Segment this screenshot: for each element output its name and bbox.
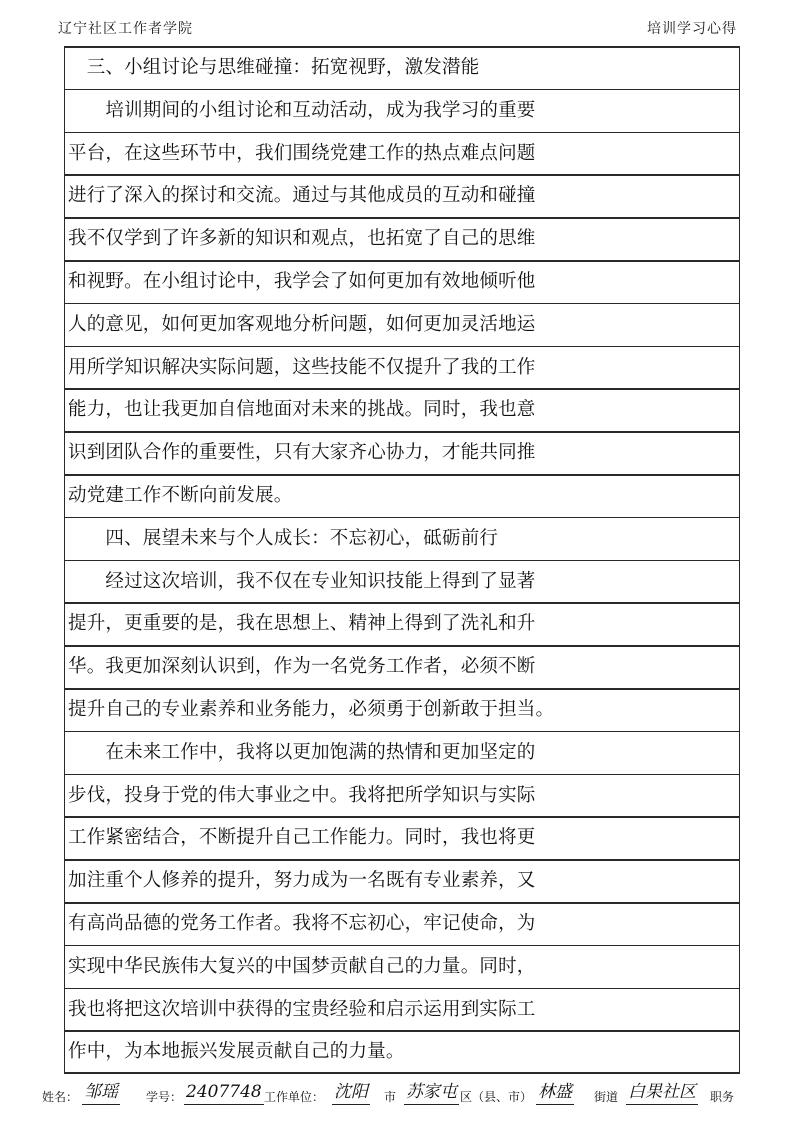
district-suffix: 区（县、市） <box>460 1090 533 1104</box>
text-line: 能力，也让我更加自信地面对未来的挑战。同时，我也意 <box>68 399 536 421</box>
text-line: 平台，在这些环节中，我们围绕党建工作的热点难点问题 <box>68 142 536 164</box>
unit-label: 工作单位： <box>264 1090 325 1104</box>
text-line: 有高尚品德的党务工作者。我将不忘初心，牢记使命，为 <box>68 913 536 934</box>
street-label: 街道 <box>594 1090 619 1104</box>
district-value: 苏家屯 <box>404 1080 459 1105</box>
text-line: 经过这次培训，我不仅在专业知识技能上得到了显著 <box>68 570 536 592</box>
text-line: 进行了深入的探讨和交流。通过与其他成员的互动和碰撞 <box>68 185 536 207</box>
text-line: 我也将把这次培训中获得的宝贵经验和启示运用到实际工 <box>68 998 536 1020</box>
name-value: 邹瑶 <box>82 1080 120 1105</box>
community-value: 白果社区 <box>626 1080 698 1105</box>
name-label: 姓名： <box>42 1090 79 1104</box>
text-line: 人的意见，如何更加客观地分析问题，如何更加灵活地运 <box>68 313 536 335</box>
text-line: 在未来工作中，我将以更加饱满的热情和更加坚定的 <box>68 741 536 763</box>
id-value: 2407748 <box>184 1080 264 1105</box>
text-line: 用所学知识解决实际问题，这些技能不仅提升了我的工作 <box>68 356 536 378</box>
text-line: 三、小组讨论与思维碰撞：拓宽视野，激发潜能 <box>68 57 480 78</box>
text-line: 提升，更重要的是，我在思想上、精神上得到了洗礼和升 <box>68 613 536 635</box>
text-line: 培训期间的小组讨论和互动活动，成为我学习的重要 <box>68 99 536 121</box>
position-label: 职务 <box>710 1090 735 1104</box>
text-line: 实现中华民族伟大复兴的中国梦贡献自己的力量。同时， <box>68 955 536 977</box>
footer-info <box>42 1082 762 1112</box>
city-suffix: 市 <box>384 1090 397 1104</box>
text-line: 我不仅学到了许多新的知识和观点，也拓宽了自己的思维 <box>68 228 536 250</box>
header-document-title: 培训学习心得 <box>647 21 737 37</box>
text-line: 动党建工作不断向前发展。 <box>68 485 293 506</box>
text-line: 四、展望未来与个人成长：不忘初心，砥砺前行 <box>68 527 499 549</box>
text-line: 工作紧密结合，不断提升自己工作能力。同时，我也将更 <box>68 827 536 849</box>
text-line: 提升自己的专业素养和业务能力，必须勇于创新敢于担当。 <box>68 699 555 720</box>
text-line: 步伐，投身于党的伟大事业之中。我将把所学知识与实际 <box>68 784 536 806</box>
text-line: 和视野。在小组讨论中，我学会了如何更加有效地倾听他 <box>68 271 536 292</box>
text-line: 识到团队合作的重要性，只有大家齐心协力，才能共同推 <box>68 442 536 464</box>
text-line: 作中，为本地振兴发展贡献自己的力量。 <box>68 1041 405 1063</box>
writing-grid <box>64 46 740 1074</box>
city-value: 沈阳 <box>332 1080 370 1105</box>
text-line: 华。我更加深刻认识到，作为一名党务工作者，必须不断 <box>68 656 536 678</box>
header-institution: 辽宁社区工作者学院 <box>58 21 193 37</box>
text-line: 加注重个人修养的提升，努力成为一名既有专业素养，又 <box>68 870 536 892</box>
village-value: 林盛 <box>536 1080 574 1105</box>
id-label: 学号： <box>146 1090 183 1104</box>
